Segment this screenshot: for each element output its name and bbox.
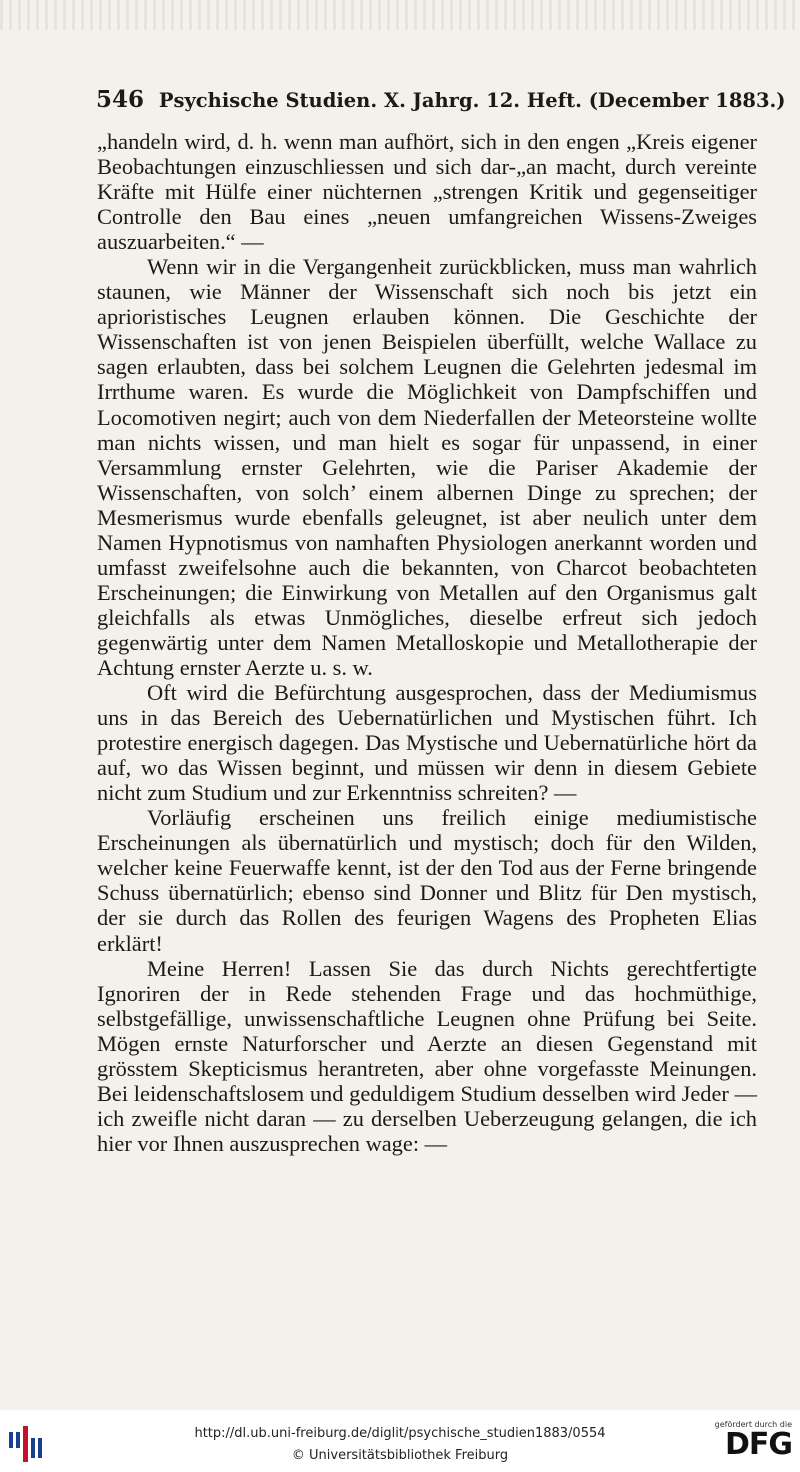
funding-note: gefördert durch die [714,1420,792,1429]
paragraph: „handeln wird, d. h. wenn man aufhört, sich in den engen „Kreis eigener Beobachtungen einzuschliessen und sich dar-„an macht, durch vereinte Kräfte mit Hülfe einer nüchternen „strengen Kritik und gegenseitiger Controlle den Bau eines „neuen umfangreichen Wissens-Zweiges auszuarbeiten.“ — [97,129,757,255]
page-body [97,129,757,1156]
running-header [96,86,786,113]
source-url[interactable]: http://dl.ub.uni-freiburg.de/diglit/psychische_studien1883/0554 [194,1426,606,1441]
dfg-logo: DFG [724,1427,792,1462]
paragraph: Wenn wir in die Vergangenheit zurückblicken, muss man wahrlich staunen, wie Männer der Wissenschaft sich noch bis jetzt ein aprioristisches Leugnen erlauben können. Die Geschichte der Wissenschaften ist von jenen Beispielen überfüllt, welche Wallace zu sagen erlaubten, dass bei solchem Leugnen die Gelehrten jedesmal im Irrthume waren. Es wurde die Möglichkeit von Dampfschiffen und Locomotiven negirt; auch von dem Niederfallen der Meteorsteine wollte man nichts wissen, und man hielt es sogar für unpassend, in einer Versammlung ernster Gelehrten, wie die Pariser Akademie der Wissenschaften, von solch’ einem albernen Dinge zu sprechen; der Mesmerismus wurde ebenfalls geleugnet, ist aber neulich unter dem Namen Hypnotismus von namhaften Physiologen anerkannt worden und umfasst zweifelsohne auch die bekannten, von Charcot beobachteten Erscheinungen; die Einwirkung von Metallen auf den Organismus galt gleichfalls als etwas Unmögliches, dieselbe erfreut sich jedoch gegenwärtig unter dem Namen Metalloskopie und Metallotherapie der Achtung ernster Aerzte u. s. w. [97,254,757,680]
dfg-funding-block [702,1420,792,1468]
paragraph: Oft wird die Befürchtung ausgesprochen, dass der Mediumismus uns in das Bereich des Uebernatürlichen und Mystischen führt. Ich protestire energisch dagegen. Das Mystische und Uebernatürliche hört da auf, wo das Wissen beginnt, und müssen wir denn in diesem Gebiete nicht zum Studium und zur Erkenntniss schreiten? — [97,680,757,806]
running-title: Psychische Studien. X. Jahrg. 12. Heft. (December 1883.) [158,89,786,112]
copyright-notice: © Universitätsbibliothek Freiburg [291,1448,509,1463]
paragraph: Vorläufig erscheinen uns freilich einige mediumistische Erscheinungen als übernatürlich und mystisch; doch für den Wilden, welcher keine Feuerwaffe kennt, ist der den Tod aus der Ferne bringende Schuss übernatürlich; ebenso sind Donner und Blitz für Den mystisch, der sie durch das Rollen des feurigen Wagens des Propheten Elias erklärt! [97,805,757,956]
scan-edge-noise [0,0,800,30]
page-number: 546 [96,86,145,113]
paragraph: Meine Herren! Lassen Sie das durch Nichts gerechtfertigte Ignoriren der in Rede stehenden Frage und das hochmüthige, selbstgefällige, unwissenschaftliche Leugnen ohne Prüfung bei Seite. Mögen ernste Naturforscher und Aerzte an diesen Gegenstand mit grösstem Skepticismus herantreten, aber ohne vorgefasste Meinungen. Bei leidenschaftslosem und geduldigem Studium desselben wird Jeder — ich zweifle nicht daran — zu derselben Ueberzeugung gelangen, die ich hier vor Ihnen auszusprechen wage: — [97,955,757,1156]
digitization-footer [0,1410,800,1472]
